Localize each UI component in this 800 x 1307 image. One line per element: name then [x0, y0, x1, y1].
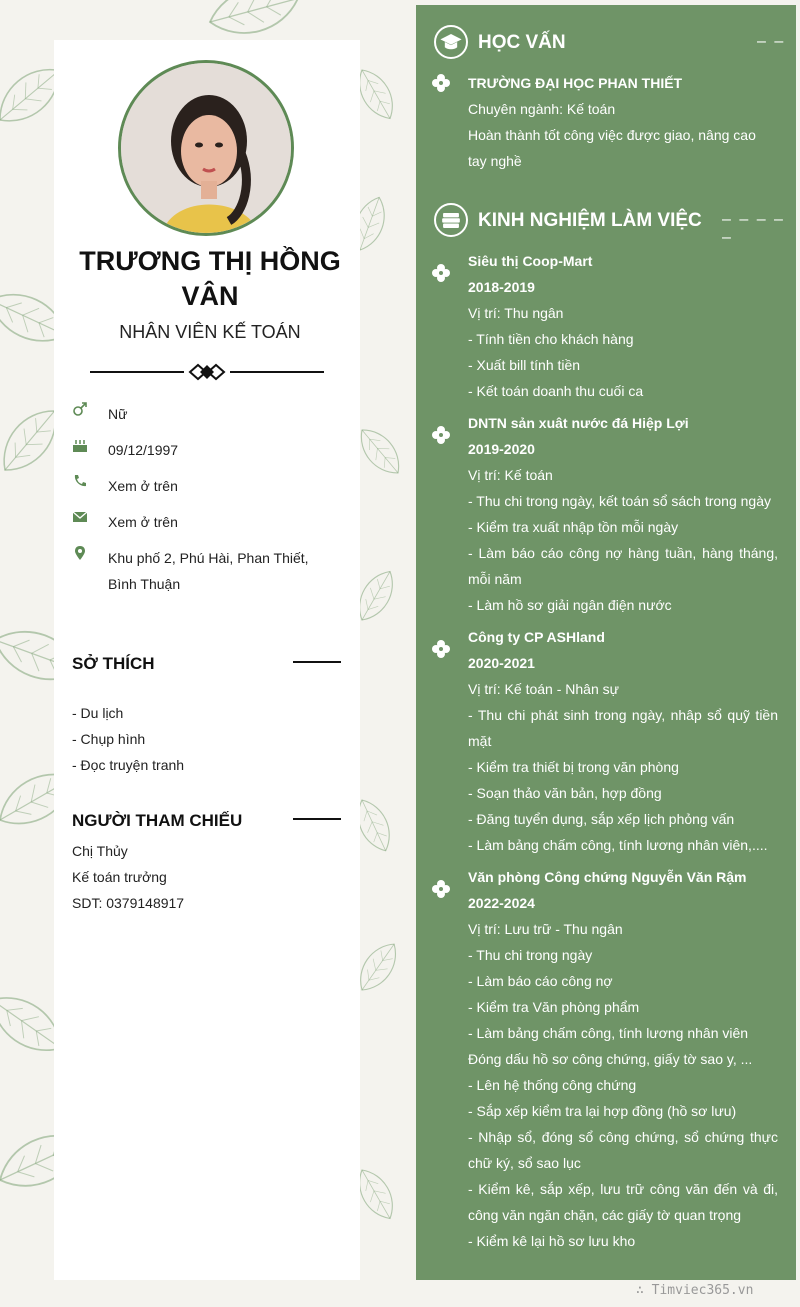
phone-icon — [72, 473, 88, 489]
job-entry — [468, 864, 778, 1254]
hobbies-heading: SỞ THÍCH — [72, 654, 155, 673]
reference-role: Kế toán trưởng — [72, 869, 167, 885]
email-icon — [72, 509, 88, 525]
experience-heading-dashes: – – – – – — [722, 211, 785, 246]
job-line: - Thu chi phát sinh trong ngày, nhâp sổ quỹ tiền mặt — [468, 707, 778, 749]
job-line: - Kiểm tra Văn phòng phẩm — [468, 999, 640, 1015]
job-line: - Lên hệ thống công chứng — [468, 1077, 637, 1093]
reference-phone: SDT: 0379148917 — [72, 895, 185, 911]
job-line: - Thu chi trong ngày, kết toán sổ sách trong ngày — [468, 493, 771, 509]
education-major: Chuyên ngành: Kế toán — [468, 101, 616, 117]
job-line: - Làm hồ sơ giải ngân điện nước — [468, 597, 672, 613]
job-line: Đóng dấu hồ sơ công chứng, giấy tờ sao y, ... — [468, 1051, 753, 1067]
education-note: Hoàn thành tốt công việc được giao, nâng cao tay nghề — [468, 127, 756, 169]
job-line: Vị trí: Kế toán — [468, 467, 553, 483]
address-text: Khu phố 2, Phú Hài, Phan Thiết, Bình Thuận — [108, 550, 309, 592]
flower-bullet-icon — [432, 426, 450, 444]
job-line: - Nhập sổ, đóng sổ công chứng, sổ chứng thực chữ ký, sổ sao lục — [468, 1129, 778, 1171]
job-entry — [468, 248, 778, 404]
job-line: - Thu chi trong ngày — [468, 947, 593, 963]
job-line: - Kiểm tra xuất nhập tồn mỗi ngày — [468, 519, 679, 535]
job-company: Siêu thị Coop-Mart — [468, 253, 593, 269]
job-title: NHÂN VIÊN KẾ TOÁN — [119, 322, 301, 342]
job-period: 2020-2021 — [468, 655, 535, 671]
job-line: Vị trí: Thu ngân — [468, 305, 564, 321]
gender-text: Nữ — [108, 406, 128, 422]
graduation-cap-icon — [434, 25, 468, 59]
job-period: 2018-2019 — [468, 279, 535, 295]
job-company: DNTN sản xuât nước đá Hiệp Lợi — [468, 415, 689, 431]
job-line: Vị trí: Kế toán - Nhân sự — [468, 681, 619, 697]
job-entry — [468, 410, 778, 618]
education-heading-dashes: – – — [757, 33, 786, 50]
footer-brand[interactable]: ∴ Timviec365.vn — [636, 1283, 754, 1298]
job-line: - Soạn thảo văn bản, hợp đồng — [468, 785, 662, 801]
job-line: - Kiểm tra thiết bị trong văn phòng — [468, 759, 679, 775]
job-line: - Làm bảng chấm công, tính lương nhân viên — [468, 1025, 749, 1041]
job-period: 2019-2020 — [468, 441, 535, 457]
flower-bullet-icon — [432, 880, 450, 898]
education-heading: HỌC VẤN — [478, 32, 566, 53]
hobby-item: - Du lịch — [72, 705, 124, 721]
email-text[interactable]: Xem ở trên — [108, 514, 178, 530]
job-line: - Đăng tuyển dụng, sắp xếp lịch phỏng vấn — [468, 811, 735, 827]
hobby-item: - Đọc truyện tranh — [72, 757, 185, 773]
flower-bullet-icon — [432, 640, 450, 658]
job-company: Công ty CP ASHland — [468, 629, 605, 645]
reference-heading: NGƯỜI THAM CHIẾU — [72, 811, 243, 830]
job-line: - Làm báo cáo công nợ — [468, 973, 613, 989]
school-name: TRƯỜNG ĐẠI HỌC PHAN THIẾT — [468, 75, 683, 91]
job-company: Văn phòng Công chứng Nguyễn Văn Rậm — [468, 869, 747, 885]
gender-icon — [72, 401, 88, 417]
hobbies-list — [72, 700, 184, 778]
job-line: - Làm bảng chấm công, tính lương nhân viên,.... — [468, 837, 768, 853]
job-line: - Kiểm kê lại hồ sơ lưu kho — [468, 1233, 636, 1249]
candidate-name: TRƯƠNG THỊ HỒNG VÂN — [79, 246, 341, 311]
birthday-cake-icon — [72, 437, 88, 453]
job-line: Vị trí: Lưu trữ - Thu ngân — [468, 921, 623, 937]
job-line: - Sắp xếp kiểm tra lại hợp đồng (hồ sơ lưu) — [468, 1103, 737, 1119]
job-line: - Kiểm kê, sắp xếp, lưu trữ công văn đến và đi, công văn ngăn chặn, các giấy tờ quan trọng — [468, 1181, 778, 1223]
job-entry — [468, 624, 778, 858]
job-line: - Tính tiền cho khách hàng — [468, 331, 634, 347]
hobbies-heading-line — [293, 661, 341, 663]
reference-list — [72, 838, 184, 916]
flower-bullet-icon — [432, 264, 450, 282]
job-period: 2022-2024 — [468, 895, 535, 911]
ornament-divider — [90, 362, 324, 382]
hobby-item: - Chụp hình — [72, 731, 146, 747]
books-icon — [434, 203, 468, 237]
reference-heading-line — [293, 818, 341, 820]
location-pin-icon — [72, 545, 88, 561]
education-entry — [468, 70, 778, 174]
avatar — [118, 60, 294, 236]
avatar-photo — [121, 63, 294, 236]
flower-bullet-icon — [432, 74, 450, 92]
phone-text[interactable]: Xem ở trên — [108, 478, 178, 494]
job-line: - Xuất bill tính tiền — [468, 357, 581, 373]
job-line: - Làm báo cáo công nợ hàng tuần, hàng tháng, mỗi năm — [468, 545, 778, 587]
birthday-text: 09/12/1997 — [108, 442, 179, 458]
experience-heading: KINH NGHIỆM LÀM VIỆC — [478, 210, 702, 231]
reference-name: Chị Thủy — [72, 843, 128, 859]
job-line: - Kết toán doanh thu cuối ca — [468, 383, 644, 399]
